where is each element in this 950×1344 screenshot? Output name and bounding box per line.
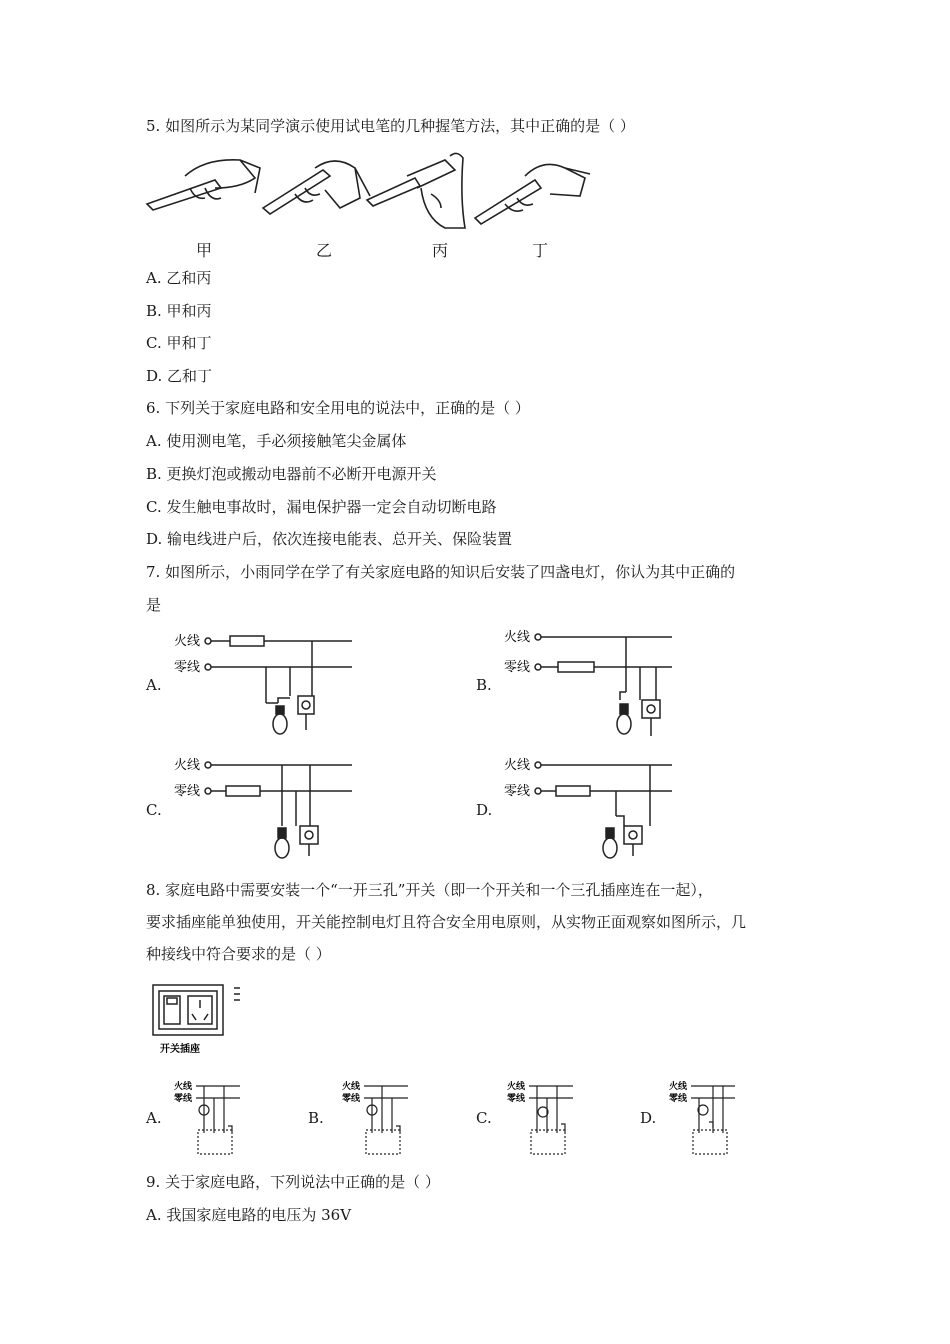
q5-option-a[interactable]: A. 乙和丙 xyxy=(146,269,212,287)
q5-caption-4: 丁 xyxy=(532,241,549,260)
socket-icon xyxy=(531,1130,565,1154)
q7-option-d-label[interactable]: D. xyxy=(476,801,493,819)
q8-wiring-c[interactable] xyxy=(503,1078,575,1160)
bulb-icon xyxy=(275,838,289,858)
socket-icon xyxy=(366,1130,400,1154)
q5-option-d[interactable]: D. 乙和丁 xyxy=(146,367,213,385)
pen-grip-3-icon xyxy=(367,153,465,228)
socket-icon xyxy=(693,1130,727,1154)
q7-circuit-d[interactable] xyxy=(500,752,690,864)
q8-option-b-label[interactable]: B. xyxy=(308,1109,324,1127)
q8-stem-line3: 种接线中符合要求的是（ ） xyxy=(146,945,331,963)
svg-text:火线: 火线 xyxy=(507,1082,526,1092)
q8-option-d-label[interactable]: D. xyxy=(640,1109,657,1127)
socket-icon xyxy=(198,1130,232,1154)
neutral-label: 零线 xyxy=(174,660,201,675)
q8-option-c-label[interactable]: C. xyxy=(476,1109,492,1127)
fuse-icon xyxy=(230,636,264,646)
q9-option-a[interactable]: A. 我国家庭电路的电压为 36V xyxy=(146,1206,352,1224)
bulb-icon xyxy=(617,714,631,734)
fire-label: 火线 xyxy=(174,758,201,773)
q6-option-d[interactable]: D. 输电线进户后，依次连接电能表、总开关、保险装置 xyxy=(146,530,513,548)
q5-option-b[interactable]: B. 甲和丙 xyxy=(146,302,212,320)
fire-label: 火线 xyxy=(504,630,531,645)
q8-stem-line2: 要求插座能单独使用，开关能控制电灯且符合安全用电原则，从实物正面观察如图所示，几 xyxy=(146,913,747,931)
pen-grip-4-icon xyxy=(475,164,590,224)
q5-caption-3: 丙 xyxy=(432,241,449,260)
svg-text:零线: 零线 xyxy=(174,1094,193,1104)
q7-circuit-b[interactable] xyxy=(500,624,690,742)
svg-text:火线: 火线 xyxy=(669,1082,688,1092)
bulb-icon xyxy=(603,838,617,858)
q8-device-figure xyxy=(150,982,246,1058)
q7-option-b-label[interactable]: B. xyxy=(476,676,492,694)
svg-text:零线: 零线 xyxy=(507,1094,526,1104)
q8-wiring-d[interactable] xyxy=(665,1078,737,1160)
q8-wiring-b[interactable] xyxy=(338,1078,410,1160)
q7-circuit-a[interactable] xyxy=(170,628,370,738)
svg-text:零线: 零线 xyxy=(342,1094,361,1104)
neutral-label: 零线 xyxy=(174,784,201,799)
device-caption: 开关插座 xyxy=(160,1044,200,1055)
q5-caption-1: 甲 xyxy=(196,241,213,260)
q8-stem-line1: 8. 家庭电路中需要安装一个“一开三孔”开关（即一个开关和一个三孔插座连在一起）， xyxy=(146,881,713,899)
q7-option-c-label[interactable]: C. xyxy=(146,801,162,819)
fuse-icon xyxy=(556,786,590,796)
q6-option-b[interactable]: B. 更换灯泡或搬动电器前不必断开电源开关 xyxy=(146,465,437,483)
fuse-icon xyxy=(226,786,260,796)
neutral-label: 零线 xyxy=(504,660,531,675)
socket-icon xyxy=(624,826,642,844)
q5-caption-2: 乙 xyxy=(316,241,333,260)
fire-label: 火线 xyxy=(504,758,531,773)
fire-label: 火线 xyxy=(174,634,201,649)
svg-text:零线: 零线 xyxy=(669,1094,688,1104)
svg-text:火线: 火线 xyxy=(342,1082,361,1092)
q5-option-c[interactable]: C. 甲和丁 xyxy=(146,334,212,352)
socket-icon xyxy=(298,696,314,714)
svg-text:火线: 火线 xyxy=(174,1082,193,1092)
q5-stem: 5. 如图所示为某同学演示使用试电笔的几种握笔方法，其中正确的是（ ） xyxy=(146,117,635,135)
q9-stem: 9. 关于家庭电路，下列说法中正确的是（ ） xyxy=(146,1173,440,1191)
socket-icon xyxy=(642,700,660,718)
q7-option-a-label[interactable]: A. xyxy=(146,676,162,694)
bulb-icon xyxy=(273,714,287,734)
q6-option-c[interactable]: C. 发生触电事故时，漏电保护器一定会自动切断电路 xyxy=(146,498,497,516)
pen-grip-1-icon xyxy=(147,160,260,210)
socket-icon xyxy=(300,826,318,844)
q6-option-a[interactable]: A. 使用测电笔，手必须接触笔尖金属体 xyxy=(146,432,407,450)
q8-wiring-a[interactable] xyxy=(170,1078,242,1160)
q5-pen-figure xyxy=(145,148,605,238)
q8-option-a-label[interactable]: A. xyxy=(146,1109,162,1127)
neutral-label: 零线 xyxy=(504,784,531,799)
fuse-icon xyxy=(558,662,594,672)
q7-stem-line2: 是 xyxy=(146,596,162,614)
q6-stem: 6. 下列关于家庭电路和安全用电的说法中，正确的是（ ） xyxy=(146,399,530,417)
q7-stem-line1: 7. 如图所示，小雨同学在学了有关家庭电路的知识后安装了四盏电灯，你认为其中正确的 xyxy=(146,563,736,581)
pen-grip-2-icon xyxy=(263,161,370,214)
q7-circuit-c[interactable] xyxy=(170,752,370,864)
